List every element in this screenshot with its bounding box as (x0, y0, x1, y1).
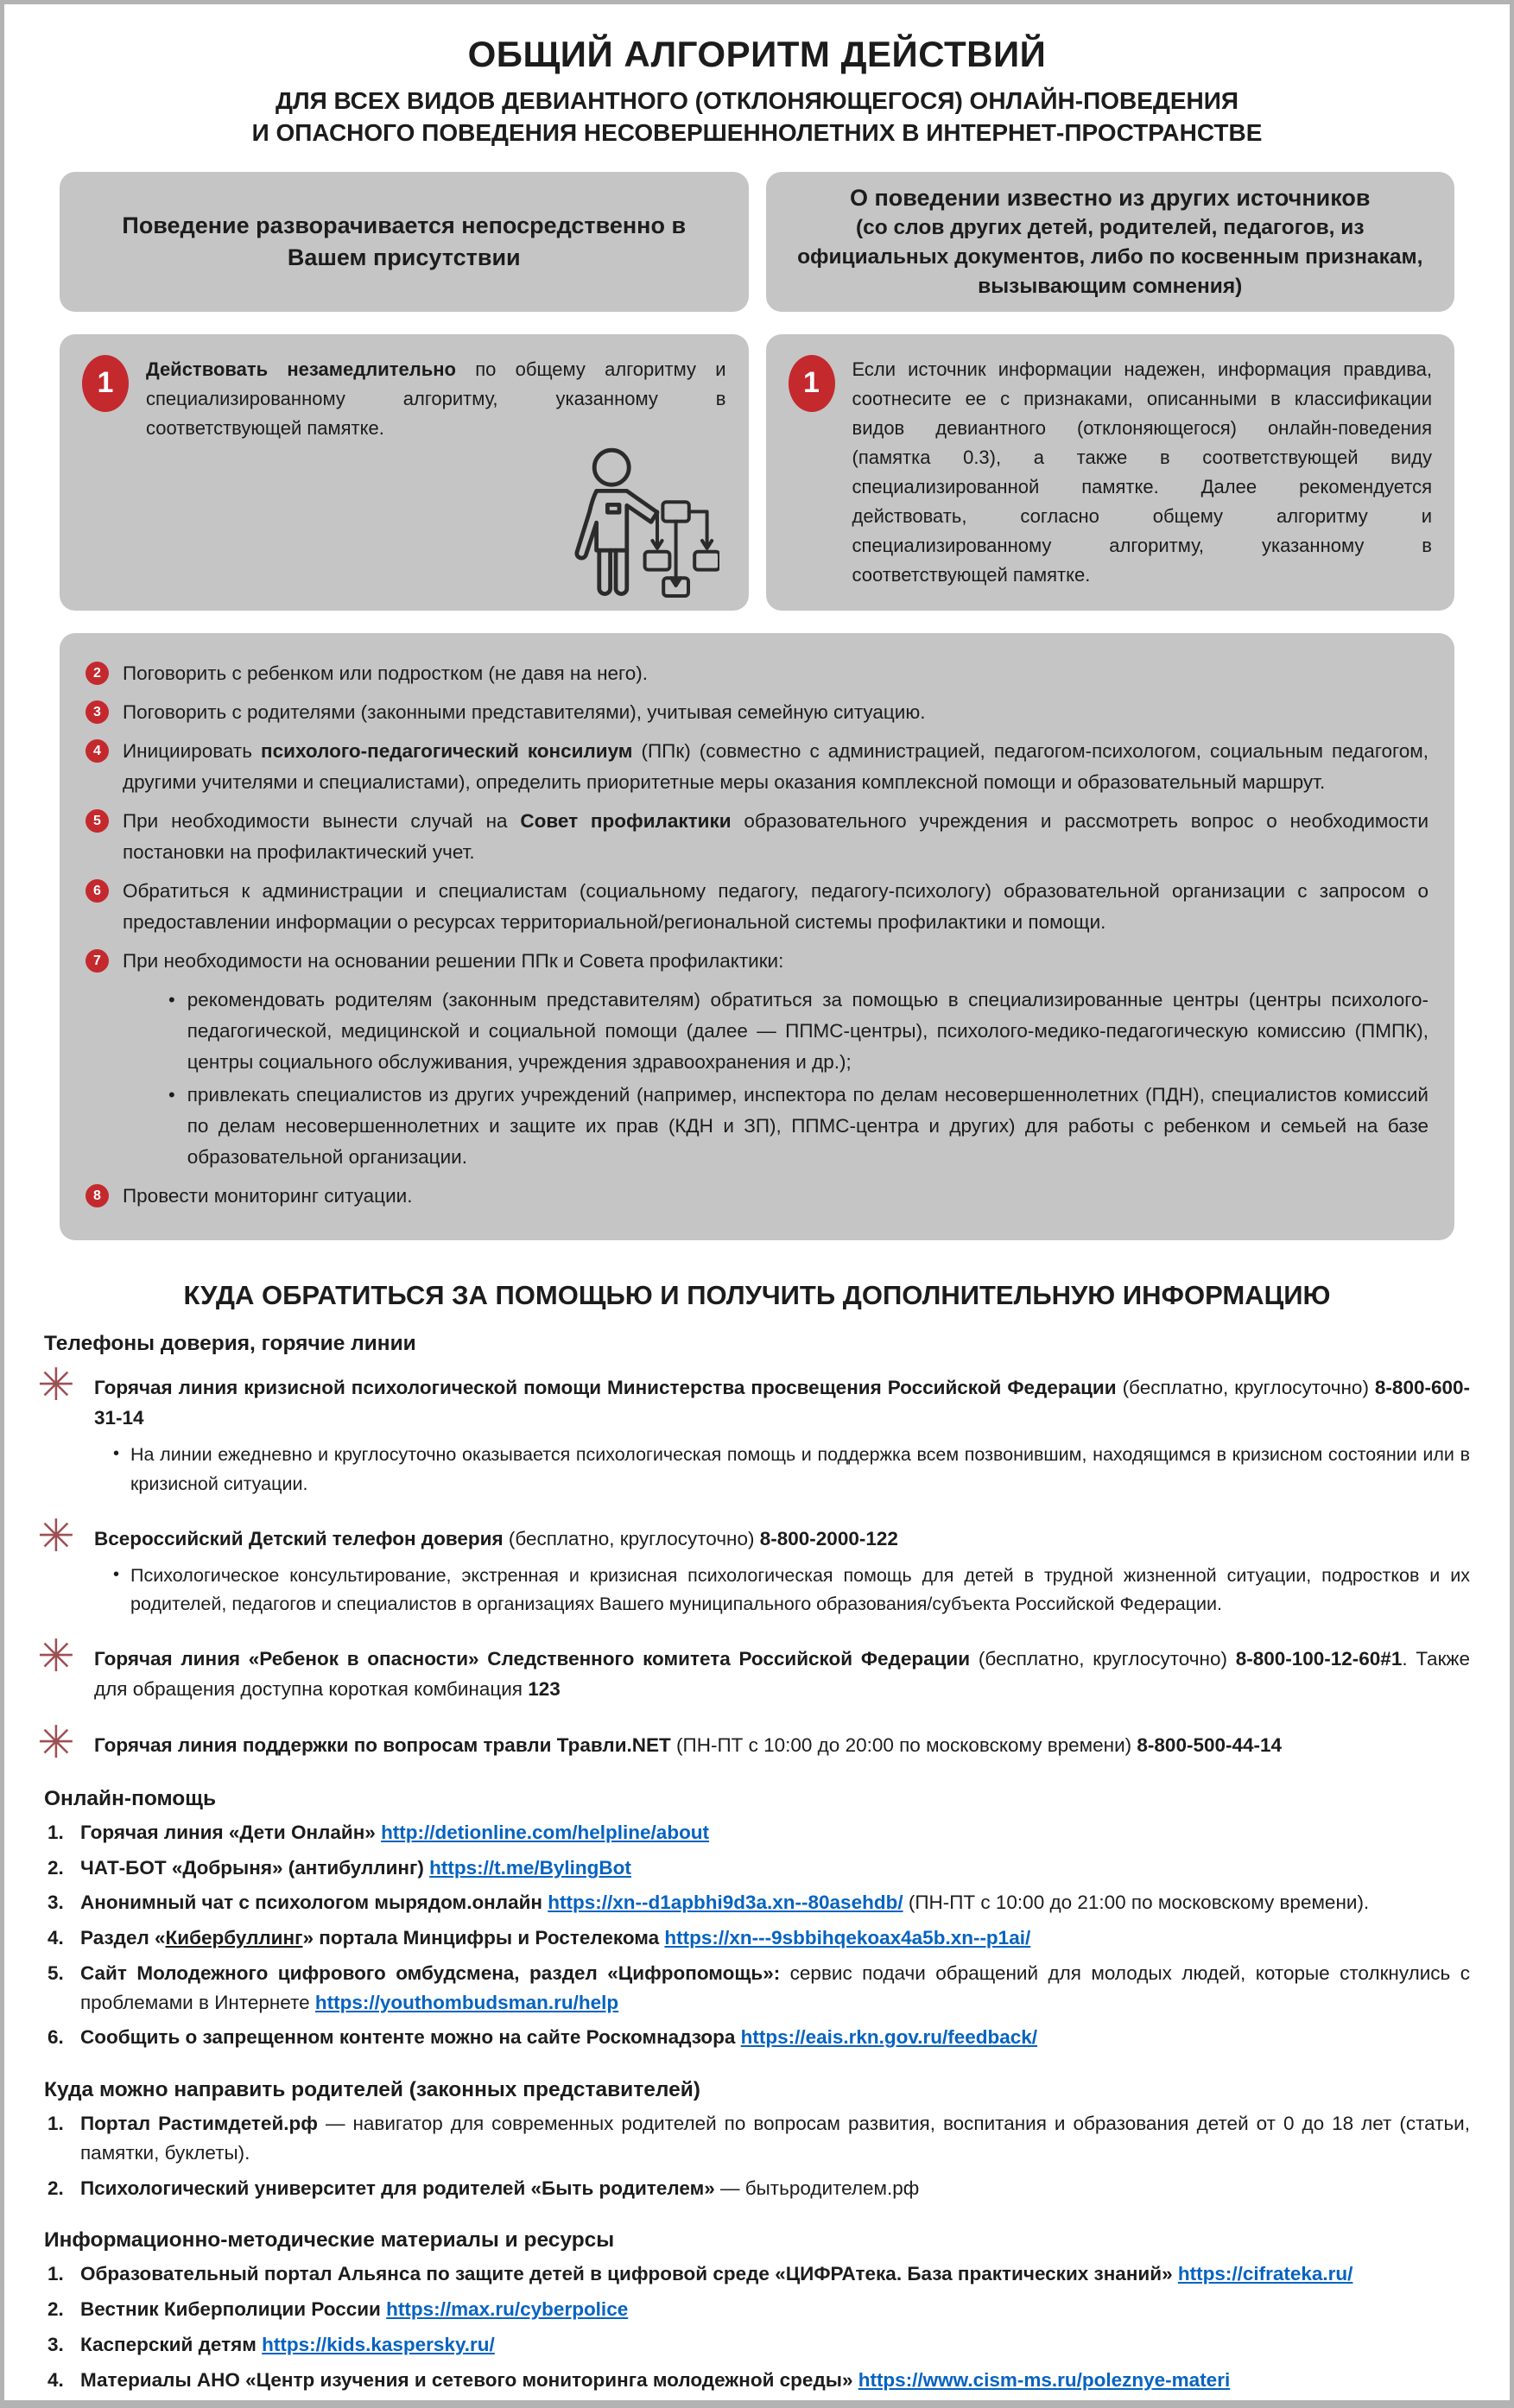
hotline-details (113, 1562, 1470, 1619)
scenario-left-header-box (60, 172, 749, 312)
sub-bullet-text (187, 985, 1428, 1078)
hyperlink[interactable]: https://t.me/BylingBot (429, 1856, 631, 1879)
hyperlink[interactable]: https://max.ru/cyberpolice (386, 2298, 629, 2321)
step-text (123, 697, 1428, 728)
item-text (80, 1818, 1470, 1847)
materials-list (48, 2259, 1470, 2394)
step-item (86, 1181, 1428, 1212)
step-text (123, 946, 1428, 977)
asterisk-star-icon: ✳ (37, 1631, 75, 1683)
text-run: рекомендовать родителям (законным представителям) обратиться за помощью в специализированные центры (центры психолого-педагогической, медицинской и социальной помощи (далее — ППМС-центры), психолого-медико-педагогическую комиссию (ПМПК), центры социального обслуживания, учреждения здравоохранения и др.); (187, 989, 1428, 1074)
step-number-badge: 5 (86, 809, 109, 833)
text-run: Вестник Киберполиции России (80, 2298, 387, 2321)
hyperlink[interactable]: https://kids.kaspersky.ru/ (262, 2333, 495, 2355)
item-text (80, 2259, 1470, 2289)
scenario-step1-row (60, 334, 1454, 612)
scenario-right-header-main: О поведении известно из других источников (850, 184, 1371, 211)
bullet-dot: • (168, 989, 175, 1011)
item-text (80, 2023, 1470, 2052)
text-run: 8-800-2000-122 (759, 1527, 898, 1549)
asterisk-star-icon: ✳ (37, 1510, 75, 1562)
step-number-badge: 2 (86, 662, 109, 685)
scenario-right-step1-box (766, 334, 1455, 612)
text-run: Кибербуллинг (165, 1927, 303, 1949)
hyperlink[interactable]: https://xn---9sbbihqekoax4a5b.xn--p1ai/ (664, 1927, 1031, 1949)
step-number-badge: 4 (86, 739, 109, 763)
detail-text (130, 1562, 1470, 1619)
item-number: 2. (48, 1856, 64, 1879)
step7-sub-bullets (168, 985, 1428, 1173)
item-text (80, 2295, 1470, 2324)
hotline-item (37, 1631, 1470, 1705)
text-run: Поговорить с родителями (законными представителями), учитывая семейную ситуацию. (123, 701, 926, 724)
text-run: ЧАТ-БОТ «Добрыня» (антибуллинг) (80, 1856, 430, 1879)
text-run: (бесплатно, круглосуточно) (1116, 1377, 1375, 1399)
person-flowchart-icon (554, 447, 719, 600)
hotlines-heading: Телефоны доверия, горячие линии (44, 1332, 416, 1356)
scenario-headers-row (60, 172, 1454, 312)
step-text (123, 658, 1428, 689)
item-text (80, 1854, 1470, 1883)
text-run: — навигатор для современных родителей по вопросам развития, воспитания и образования детей от 0 до 18 лет (статьи, памятки, буклеты). (80, 2113, 1470, 2164)
text-run: (бесплатно, круглосуточно) (970, 1648, 1236, 1670)
hotline-text (94, 1731, 1470, 1761)
scenario-left-step1-box (60, 334, 749, 612)
item-text (80, 2366, 1470, 2395)
step-text (123, 876, 1428, 938)
text-run: психолого-педагогический консилиум (261, 740, 633, 763)
hyperlink[interactable]: https://xn--d1apbhi9d3a.xn--80asehdb/ (548, 1892, 903, 1914)
text-run: Раздел « (80, 1927, 166, 1949)
item-number: 4. (48, 2368, 64, 2391)
scenario-left-step1-text (146, 355, 726, 443)
materials-item (48, 2366, 1470, 2395)
online-help-list (48, 1818, 1470, 2052)
step-item (86, 736, 1428, 798)
text-run: 8-800-600-31-14 (94, 1377, 1470, 1429)
text-run: — бытьродителем.рф (714, 2177, 920, 2199)
text-run: . Также для обращения доступна короткая комбинация (94, 1648, 1470, 1701)
page-subtitle-line1: ДЛЯ ВСЕХ ВИДОВ ДЕВИАНТНОГО (ОТКЛОНЯЮЩЕГОСЯ) ОНЛАЙН-ПОВЕДЕНИЯ (276, 87, 1238, 114)
step-text (123, 736, 1428, 798)
online-help-item (48, 1959, 1470, 2018)
step-number-badge: 7 (86, 949, 109, 973)
asterisk-star-icon: ✳ (37, 1359, 75, 1412)
bullet-dot: • (168, 1084, 175, 1106)
online-help-item (48, 1854, 1470, 1883)
step-text (123, 1181, 1428, 1212)
hotline-text (94, 1524, 1470, 1555)
bullet-dot: • (113, 1444, 120, 1464)
item-number: 3. (48, 1892, 64, 1914)
step-number-badge: 3 (86, 700, 109, 724)
text-run: Поговорить с ребенком или подростком (не давя на него). (123, 662, 648, 685)
item-number: 1. (48, 2113, 64, 2135)
hotline-text (94, 1644, 1470, 1705)
scenario-right-header-sub: (со слов других детей, родителей, педагогов, из официальных документов, либо по косвенным признакам, вызывающим сомнения) (797, 216, 1423, 298)
hotline-details (113, 1441, 1470, 1499)
help-section (4, 1280, 1510, 2394)
text-run: Материалы АНО «Центр изучения и сетевого мониторинга молодежной среды» (80, 2368, 858, 2391)
step-text (123, 806, 1428, 868)
step-item (86, 946, 1428, 977)
item-number: 2. (48, 2298, 64, 2321)
text-run: (ПН-ПТ с 10:00 до 21:00 по московскому времени). (903, 1892, 1370, 1914)
text-run: (ПН-ПТ с 10:00 до 20:00 по московскому времени) (670, 1734, 1137, 1757)
document-header (4, 34, 1510, 149)
text-run: по общему алгоритму и специализированному алгоритму, указанному в соответствующей памятке. (146, 358, 726, 439)
sub-bullet-item (168, 985, 1428, 1078)
hyperlink[interactable]: https://eais.rkn.gov.ru/feedback/ (740, 2026, 1038, 2049)
item-text (80, 2109, 1470, 2168)
hotline-item (37, 1510, 1470, 1619)
hyperlink[interactable]: https://www.cism-ms.ru/poleznye-materi (858, 2368, 1231, 2391)
text-run: » портала Минцифры и Ростелекома (302, 1927, 665, 1949)
text-run: 8-800-500-44-14 (1137, 1734, 1283, 1757)
text-run: Портал Растимдетей.рф (80, 2113, 318, 2135)
step-number-badge: 8 (86, 1184, 109, 1207)
sub-bullet-item (168, 1080, 1428, 1173)
text-run: Обратиться к администрации и специалистам (социальному педагогу, педагогу-психологу) образовательной организации с запросом о предоставлении информации о ресурсах территориальной/региональной системы профилактики и помощи. (123, 880, 1428, 934)
text-run: Всероссийский Детский телефон доверия (94, 1527, 504, 1549)
scenario-left-header-text: Поведение разворачивается непосредственно в Вашем присутствии (122, 212, 687, 270)
parents-list (48, 2109, 1470, 2202)
materials-item (48, 2295, 1470, 2324)
scenario-right-step1-text: Если источник информации надежен, информация правдива, соотнесите ее с признаками, описанными в классификации видов девиантного (отклоняющегося) онлайн-поведения (памятка 0.3), а также в соответствующей виду специализированной памятке. Далее рекомендуется действовать, согласно общему алгоритму и специализированному алгоритму, указанному в соответствующей памятке. (852, 358, 1432, 586)
step-number-badge: 6 (86, 879, 109, 903)
text-run: Горячая линия поддержки по вопросам травли Травли.NET (94, 1734, 671, 1757)
text-run: образовательного учреждения и рассмотреть вопрос о необходимости постановки на профилактический учет. (123, 810, 1429, 864)
text-run: 8-800-100-12-60#1 (1235, 1648, 1403, 1670)
text-run: Горячая линия кризисной психологической помощи Министерства просвещения Российской Федерации (94, 1377, 1117, 1399)
text-run: Психологическое консультирование, экстренная и кризисная психологическая помощь для детей в трудной жизненной ситуации, подростков и их родителей, педагогов и специалистов в организациях Вашего муниципального образования/субъекта Российской Федерации. (130, 1564, 1470, 1615)
text-run: Горячая линия «Дети Онлайн» (80, 1821, 382, 1843)
hyperlink[interactable]: http://detionline.com/helpline/about (381, 1821, 710, 1843)
item-text (80, 2330, 1470, 2360)
hotline-item (37, 1717, 1470, 1770)
item-number: 4. (48, 1927, 64, 1949)
step-item (86, 697, 1428, 728)
text-run: Психологический университет для родителей «Быть родителем» (80, 2177, 715, 2199)
item-text (80, 2174, 1470, 2203)
text-run: Провести мониторинг ситуации. (123, 1185, 413, 1207)
item-number: 6. (48, 2026, 64, 2049)
online-help-item (48, 1818, 1470, 1847)
item-number: 2. (48, 2177, 64, 2199)
text-run: Инициировать (123, 740, 262, 763)
step-number-badge: 1 (82, 355, 129, 412)
text-run: Образовательный портал Альянса по защите детей в цифровой среде «ЦИФРАтека. База практических знаний» (80, 2263, 1178, 2285)
parents-item (48, 2109, 1470, 2168)
online-help-heading: Онлайн-помощь (44, 1786, 217, 1810)
text-run: 123 (528, 1678, 561, 1701)
parents-item (48, 2174, 1470, 2203)
text-run: При необходимости на основании решении ППк и Совета профилактики: (123, 950, 784, 973)
hyperlink[interactable]: https://youthombudsman.ru/help (314, 1991, 619, 2013)
text-run: Горячая линия «Ребенок в опасности» Следственного комитета Российской Федерации (94, 1648, 971, 1670)
hotline-item (37, 1359, 1470, 1498)
text-run: Совет профилактики (520, 810, 732, 833)
hyperlink[interactable]: https://cifrateka.ru/ (1177, 2263, 1353, 2285)
page-subtitle-line2: И ОПАСНОГО ПОВЕДЕНИЯ НЕСОВЕРШЕННОЛЕТНИХ В ИНТЕРНЕТ-ПРОСТРАНСТВЕ (251, 118, 1263, 146)
text-run: сервис подачи обращений для молодых людей, которые столкнулись с проблемами в Интернете (80, 1961, 1470, 2013)
online-help-item (48, 1888, 1470, 1917)
detail-text (130, 1441, 1470, 1499)
text-run: Сообщить о запрещенном контенте можно на сайте Роскомнадзора (80, 2026, 741, 2049)
common-steps-box (60, 633, 1454, 1240)
detail-item (113, 1441, 1470, 1499)
asterisk-star-icon: ✳ (37, 1717, 75, 1770)
scenario-right-header-box (766, 172, 1455, 312)
item-text (80, 1923, 1470, 1953)
step-item (86, 806, 1428, 868)
step-item (86, 658, 1428, 689)
item-number: 5. (48, 1961, 64, 1984)
materials-item (48, 2259, 1470, 2289)
text-run: Действовать незамедлительно (146, 358, 456, 380)
online-help-item (48, 1923, 1470, 1953)
sub-bullet-text (187, 1080, 1428, 1173)
materials-heading: Информационно-методические материалы и ресурсы (44, 2228, 615, 2253)
detail-item (113, 1562, 1470, 1619)
text-run: При необходимости вынести случай на (123, 810, 521, 833)
step-item (86, 876, 1428, 938)
text-run: На линии ежедневно и круглосуточно оказывается психологическая помощь и поддержка всем позвонившим, находящимся в кризисном состоянии или в кризисной ситуации. (130, 1444, 1470, 1494)
text-run: Сайт Молодежного цифрового омбудсмена, раздел «Цифропомощь»: (80, 1961, 790, 1984)
text-run: (ППк) (совместно с администрацией, педагогом-психологом, социальным педагогом, другими учителями и специалистами), определить приоритетные меры оказания комплексной помощи и образовательный маршрут. (123, 740, 1428, 794)
online-help-item (48, 2023, 1470, 2052)
help-section-title: КУДА ОБРАТИТЬСЯ ЗА ПОМОЩЬЮ И ПОЛУЧИТЬ ДОПОЛНИТЕЛЬНУЮ ИНФОРМАЦИЮ (183, 1280, 1331, 1311)
text-run: (бесплатно, круглосуточно) (503, 1527, 760, 1549)
page-title: ОБЩИЙ АЛГОРИТМ ДЕЙСТВИЙ (467, 34, 1047, 74)
text-run: привлекать специалистов из других учреждений (например, инспектора по делам несовершеннолетних (ПДН), специалистов комиссий по делам несовершеннолетних и защите их прав (КДН и ЗП), ППМС-центра и других) для работы с ребенком и семьей на базе образовательной организации. (187, 1084, 1428, 1169)
item-number: 1. (48, 1821, 64, 1843)
text-run: Касперский детям (80, 2333, 263, 2355)
item-number: 3. (48, 2333, 64, 2355)
step-number-badge: 1 (789, 355, 835, 412)
materials-item (48, 2330, 1470, 2360)
bullet-dot: • (113, 1564, 120, 1584)
item-number: 1. (48, 2263, 64, 2285)
item-text (80, 1888, 1470, 1917)
text-run: Анонимный чат с психологом мырядом.онлайн (80, 1892, 548, 1914)
hotline-text (94, 1373, 1470, 1434)
parents-heading: Куда можно направить родителей (законных представителей) (44, 2078, 700, 2102)
item-text (80, 1959, 1470, 2018)
